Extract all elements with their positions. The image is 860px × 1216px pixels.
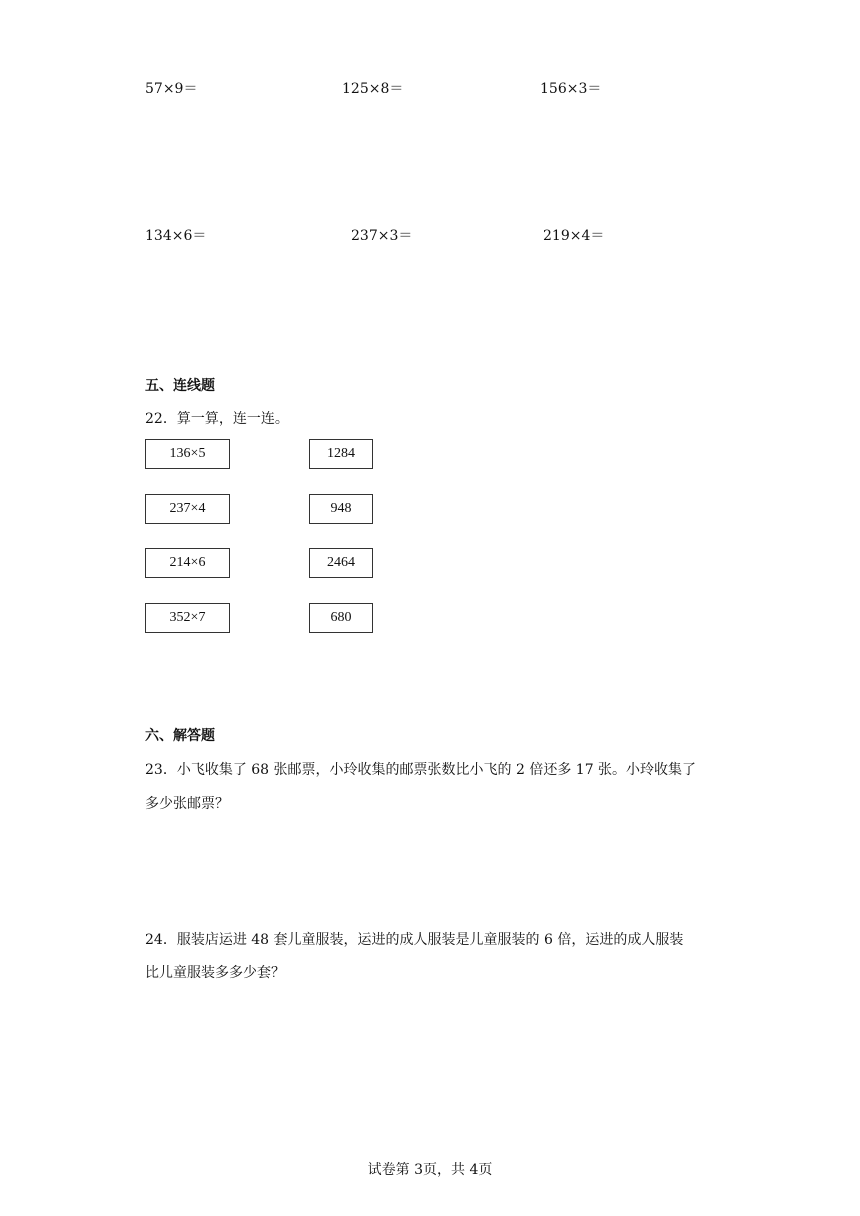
section-title-problems: 六、解答题 [145, 728, 215, 744]
question-24-line-2: 比儿童服装多多少套？ [145, 965, 285, 981]
section-title-matching: 五、连线题 [145, 378, 215, 394]
expression-box[interactable]: 214×6 [145, 548, 230, 578]
answer-box[interactable]: 680 [309, 603, 373, 633]
calc-item: 134×6＝ [145, 228, 207, 244]
calc-item: 156×3＝ [540, 81, 602, 97]
calc-item: 125×8＝ [342, 81, 404, 97]
expression-box[interactable]: 237×4 [145, 494, 230, 524]
calc-item: 57×9＝ [145, 81, 198, 97]
expression-box[interactable]: 136×5 [145, 439, 230, 469]
page-footer: 试卷第 3页，共 4页 [367, 1162, 493, 1178]
question-23-line-2: 多少张邮票？ [145, 796, 229, 812]
question-22: 22．算一算，连一连。 [145, 411, 289, 427]
calc-item: 219×4＝ [543, 228, 605, 244]
answer-box[interactable]: 1284 [309, 439, 373, 469]
calc-item: 237×3＝ [351, 228, 413, 244]
question-24-line-1: 24．服装店运进 48 套儿童服装，运进的成人服装是儿童服装的 6 倍，运进的成人服装 [145, 932, 684, 948]
expression-box[interactable]: 352×7 [145, 603, 230, 633]
answer-box[interactable]: 2464 [309, 548, 373, 578]
question-23-line-1: 23．小飞收集了 68 张邮票，小玲收集的邮票张数比小飞的 2 倍还多 17 张。小玲收集了 [145, 762, 697, 778]
answer-box[interactable]: 948 [309, 494, 373, 524]
